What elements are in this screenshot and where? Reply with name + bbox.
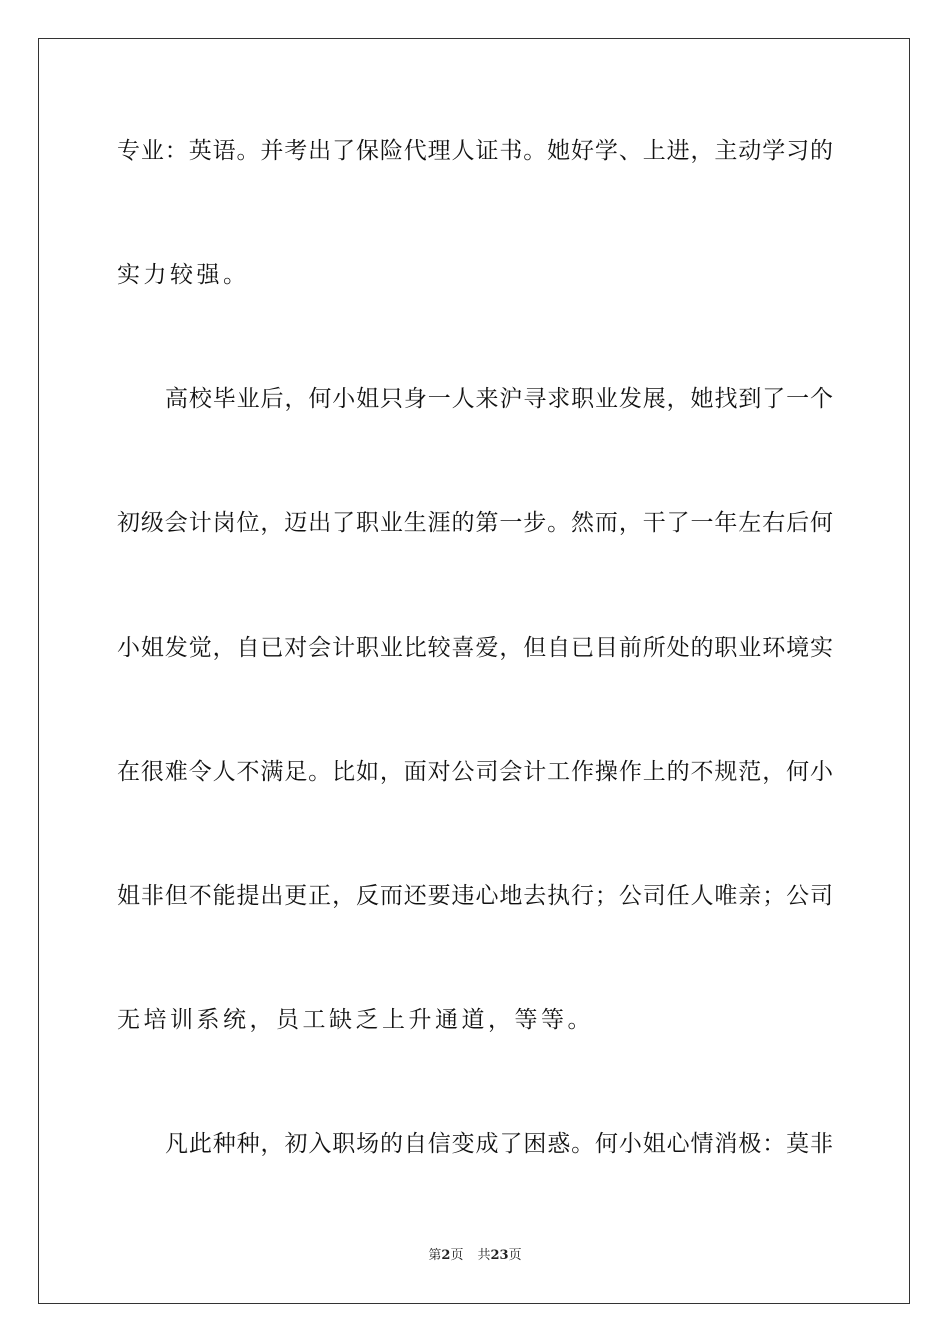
page-footer [0,1247,950,1265]
text-line: 初级会计岗位，迈出了职业生涯的第一步。然而，干了一年左右后何 [117,510,833,536]
total-prefix: 共 [477,1248,491,1263]
text-line: 高校毕业后，何小姐只身一人来沪寻求职业发展，她找到了一个 [165,386,833,412]
text-line: 姐非但不能提出更正，反而还要违心地去执行；公司任人唯亲；公司 [117,883,833,909]
text-line: 专业：英语。并考出了保险代理人证书。她好学、上进，主动学习的 [117,138,833,164]
page-border [38,38,910,1304]
text-line: 在很难令人不满足。比如，面对公司会计工作操作上的不规范，何小 [117,759,833,785]
text-line: 实力较强。 [117,262,250,288]
page-total: 23 [490,1248,509,1263]
total-suffix: 页 [508,1248,522,1263]
page-prefix: 第 [428,1248,442,1263]
page-suffix: 页 [450,1248,464,1263]
text-line: 小姐发觉，自已对会计职业比较喜爱，但自已目前所处的职业环境实 [117,635,833,661]
text-line: 凡此种种，初入职场的自信变成了困惑。何小姐心情消极：莫非 [165,1131,833,1157]
text-line: 无培训系统，员工缺乏上升通道，等等。 [117,1007,594,1033]
page-number: 2 [441,1248,451,1263]
